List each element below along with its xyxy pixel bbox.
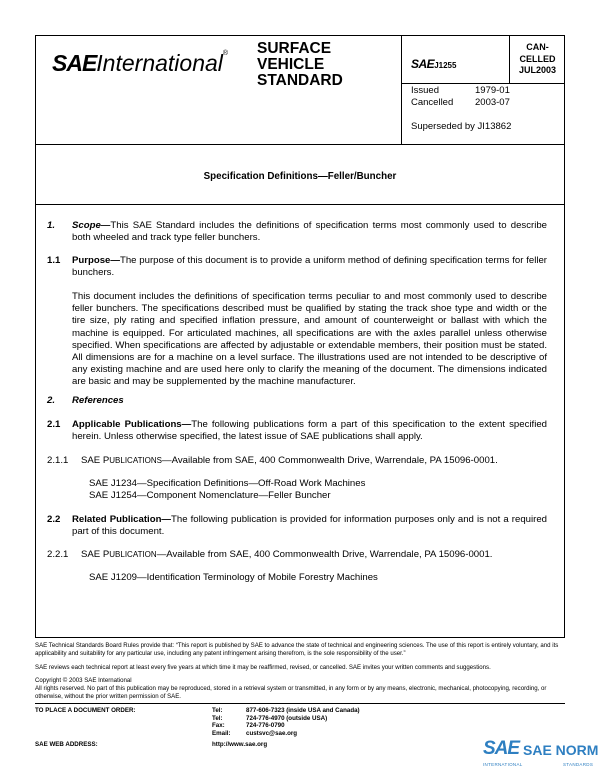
header-col-divider	[401, 35, 402, 144]
fax-label: Fax:	[212, 722, 225, 730]
section-1-1-paragraph	[72, 255, 547, 279]
section-2-1-1-smallcaps: UBLICATIONS	[109, 456, 163, 465]
section-2-2-paragraph	[72, 514, 547, 538]
section-2-number: 2.	[47, 395, 56, 406]
stamp-sae-logo: SAE	[483, 738, 520, 759]
section-2-2-1-number: 2.2.1	[47, 549, 69, 560]
document-dates	[411, 85, 510, 109]
footer-divider	[35, 703, 565, 704]
section-1-paragraph	[72, 220, 547, 244]
section-2-1-heading: Applicable Publications—	[72, 419, 192, 430]
section-1-1-heading: Purpose—	[72, 255, 120, 266]
section-1-1-number: 1.1	[47, 255, 61, 266]
issued-value: 1979-01	[475, 85, 510, 96]
doc-number-text: J1255	[434, 61, 457, 70]
section-2-2-1-paragraph	[81, 549, 492, 561]
section-1-1-body-paragraph: This document includes the definitions of specification terms peculiar to and most commonly used to describe feller bunchers. The specifications described must be qualified by stating the track shoe type and width or the tire size, ply rating and specified inflation pressure, and amount of counterweight or ballast with which the machine is equipped. For articulated machines, all specifications are with the axles parallel unless otherwise specified. When specifications are affected by adjustable or extendable members, their position must be stated. All dimensions are for a machine on a level surface. The illustrations used are not intended to be descriptive of any existing machine and are used here only to clarify the meaning of the document. The dimensions indicated are basic and may be supplemented by the machine manufacturer.	[72, 291, 547, 388]
logo-sae-text: SAE	[52, 50, 97, 76]
cancelled-status	[510, 42, 565, 77]
order-contacts	[212, 707, 360, 737]
tel2-label: Tel:	[212, 714, 223, 722]
section-2-1-1-number: 2.1.1	[47, 455, 69, 466]
section-1-number: 1.	[47, 220, 56, 231]
footer-copyright: Copyright © 2003 SAE International	[35, 677, 132, 684]
email-value[interactable]: custsvc@sae.org	[246, 729, 298, 737]
header-divider	[35, 144, 565, 145]
footer-rules-note: SAE Technical Standards Board Rules provide that: “This report is published by SAE to advance the state of technical and engineering sciences. The use of this report is entirely voluntary, and its applicability and suitability for any particular use, including any patent infringement arising therefrom, is the sole responsibility of the user.”	[35, 642, 559, 657]
web-address-link[interactable]: http://www.sae.org	[212, 741, 268, 748]
section-2-2-1-text: —Available from SAE, 400 Commonwealth Drive, Warrendale, PA 15096-0001.	[156, 549, 493, 560]
cancelled-value: 2003-07	[475, 97, 510, 108]
section-1-heading: Scope—	[72, 220, 111, 231]
document-number	[411, 55, 456, 73]
tel1-value: 877-606-7323 (inside USA and Canada)	[246, 707, 360, 714]
superseded-by: Superseded by JI13862	[411, 121, 512, 132]
section-2-1-number: 2.1	[47, 419, 61, 430]
section-2-1-1-text: —Available from SAE, 400 Commonwealth Drive, Warrendale, PA 15096-0001.	[162, 455, 498, 466]
doc-logo-sae: SAE	[411, 57, 435, 71]
sae-international-logo	[52, 50, 228, 77]
email-label: Email:	[212, 729, 231, 737]
reference-j1254: SAE J1254—Component Nomenclature—Feller Buncher	[89, 490, 331, 501]
standard-type-line3: STANDARD	[257, 72, 343, 89]
footer-review-note: SAE reviews each technical report at least every five years at which time it may be reaffirmed, revised, or cancelled. SAE invites your written comments and suggestions.	[35, 664, 491, 671]
logo-trademark: ®	[222, 50, 229, 57]
section-2-2-text: The following publication is provided for information purposes only and is not a required part of this document.	[72, 514, 547, 538]
section-2-2-number: 2.2	[47, 514, 61, 525]
footer-rights: All rights reserved. No part of this publication may be reproduced, stored in a retrieval system or transmitted, in any form or by any means, electronic, mechanical, photocopying, recording, or otherwise, without the prior written permission of SAE.	[35, 685, 547, 700]
tel1-label: Tel:	[212, 707, 223, 714]
reference-j1234: SAE J1234—Specification Definitions—Off-Road Work Machines	[89, 478, 366, 489]
section-2-heading: References	[72, 395, 124, 406]
tel2-value: 724-776-4970 (outside USA)	[246, 714, 328, 722]
issued-label: Issued	[411, 85, 439, 96]
title-divider	[35, 204, 565, 205]
section-2-1-1-paragraph	[81, 455, 498, 467]
reference-j1209: SAE J1209—Identification Terminology of Mobile Forestry Machines	[89, 572, 378, 583]
status-line3: JUL2003	[518, 65, 557, 75]
section-2-2-1-smallcaps: UBLICATION	[109, 550, 157, 559]
order-label: TO PLACE A DOCUMENT ORDER:	[35, 707, 136, 714]
standard-type-line2: VEHICLE	[257, 56, 325, 73]
cancelled-label: Cancelled	[411, 97, 454, 108]
section-2-2-1-sae: SAE P	[81, 549, 110, 560]
document-title: Specification Definitions—Feller/Buncher	[203, 171, 397, 182]
status-line2: CELLED	[519, 53, 556, 64]
header-row-divider	[401, 83, 565, 84]
stamp-norm-text: SAE NORM	[523, 742, 599, 758]
section-1-text: This SAE Standard includes the definitions of specification terms most commonly used to describe both wheeled and track type feller bunchers.	[72, 220, 547, 244]
section-2-1-text: The following publications form a part of this specification to the extent specified herein. Unless otherwise specified, the latest issue of SAE publications shall apply.	[72, 419, 547, 443]
stamp-sub-right: STANDARDS	[563, 762, 594, 767]
standard-type-line1: SURFACE	[257, 40, 332, 57]
section-1-1-text: The purpose of this document is to provide a uniform method of defining specification terms for feller bunchers.	[72, 255, 547, 279]
section-2-1-paragraph	[72, 419, 547, 443]
section-2-2-heading: Related Publication—	[72, 514, 172, 525]
section-2-1-1-sae: SAE P	[81, 455, 110, 466]
web-address-label: SAE WEB ADDRESS:	[35, 741, 98, 748]
stamp-sub-left: INTERNATIONAL	[483, 762, 523, 767]
standard-type	[257, 41, 343, 89]
logo-international-text: International	[96, 50, 223, 76]
sae-norm-stamp	[483, 738, 599, 772]
status-line1: CAN-	[526, 42, 549, 52]
fax-value: 724-776-0790	[246, 722, 285, 730]
